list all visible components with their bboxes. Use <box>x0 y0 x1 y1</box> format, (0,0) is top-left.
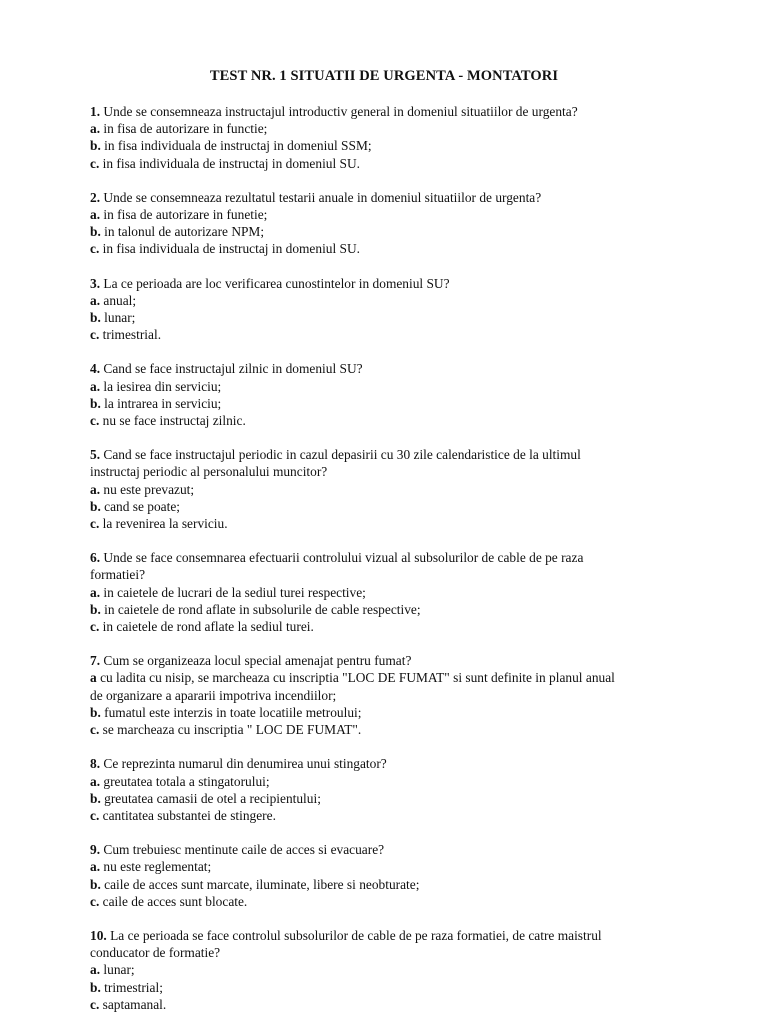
answer-option <box>90 858 690 875</box>
question-block <box>90 755 690 824</box>
option-text: cantitatea substantei de stingere. <box>102 807 276 823</box>
question-number: 3. <box>90 275 101 291</box>
question-text: Ce reprezinta numarul din denumirea unui stingator? <box>103 756 387 772</box>
option-text: cu ladita cu nisip, se marcheaza cu inscriptia "LOC DE FUMAT" si sunt definite in planul anual <box>100 670 615 686</box>
option-letter: b. <box>90 310 101 326</box>
option-letter: a <box>90 670 97 686</box>
answer-options <box>90 206 690 258</box>
option-text: lunar; <box>104 310 136 326</box>
option-text: la iesirea din serviciu; <box>103 378 222 394</box>
question-number: 1. <box>90 104 101 119</box>
answer-options <box>90 481 690 533</box>
option-text: trimestrial. <box>102 327 162 343</box>
option-letter: a. <box>90 584 101 600</box>
answer-option <box>90 773 690 790</box>
option-text: nu este reglementat; <box>103 859 212 875</box>
option-letter: c. <box>90 893 100 909</box>
option-letter: a. <box>90 481 101 497</box>
option-letter: b. <box>90 979 101 995</box>
question-text-line <box>90 275 690 292</box>
option-letter: a. <box>90 859 101 875</box>
answer-option <box>90 223 690 240</box>
option-text: in fisa individuala de instructaj in domeniul SU. <box>102 241 361 257</box>
question-text-continuation: conducator de formatie? <box>90 945 221 961</box>
option-letter: b. <box>90 498 101 514</box>
option-text: se marcheaza cu inscriptia " LOC DE FUMAT". <box>102 722 362 738</box>
option-text: caile de acces sunt marcate, iluminate, libere si neobturate; <box>104 876 420 892</box>
option-letter: c. <box>90 996 100 1012</box>
answer-option <box>90 137 690 154</box>
answer-option <box>90 961 690 978</box>
option-text: in fisa de autorizare in functie; <box>103 121 268 137</box>
question-block <box>90 275 690 344</box>
answer-option <box>90 481 690 498</box>
option-letter: b. <box>90 138 101 154</box>
option-text: fumatul este interzis in toate locatiile metroului; <box>104 704 362 720</box>
question-text: Cum trebuiesc mentinute caile de acces si evacuare? <box>103 842 385 858</box>
option-letter: c. <box>90 327 100 343</box>
option-text: nu se face instructaj zilnic. <box>102 413 246 429</box>
answer-option <box>90 309 690 326</box>
question-number: 2. <box>90 189 101 205</box>
option-letter: c. <box>90 619 100 635</box>
question-number: 8. <box>90 756 101 772</box>
answer-options <box>90 669 690 738</box>
document-title: TEST NR. 1 SITUATII DE URGENTA - MONTATORI <box>209 68 559 84</box>
question-number: 4. <box>90 361 101 377</box>
question-text: Unde se consemneaza instructajul introductiv general in domeniul situatiilor de urgenta? <box>103 104 578 119</box>
question-number: 5. <box>90 447 101 463</box>
answer-option <box>90 515 690 532</box>
question-text: Unde se face consemnarea efectuarii controlului vizual al subsolurilor de cable de pe raza <box>103 550 584 566</box>
question-text-continuation: instructaj periodic al personalului muncitor? <box>90 464 328 480</box>
option-text: caile de acces sunt blocate. <box>102 893 248 909</box>
answer-option <box>90 206 690 223</box>
answer-option <box>90 721 690 738</box>
answer-option <box>90 120 690 137</box>
answer-option <box>90 893 690 910</box>
option-text: lunar; <box>103 962 135 978</box>
option-letter: c. <box>90 155 100 171</box>
question-text: Cand se face instructajul zilnic in domeniul SU? <box>103 361 363 377</box>
question-text-line <box>90 360 690 377</box>
option-text: saptamanal. <box>102 996 167 1012</box>
option-letter: b. <box>90 601 101 617</box>
option-letter: c. <box>90 516 100 532</box>
question-block <box>90 360 690 429</box>
answer-option <box>90 395 690 412</box>
answer-option <box>90 618 690 635</box>
option-text: greutatea totala a stingatorului; <box>103 773 270 789</box>
question-block <box>90 927 690 1013</box>
question-number: 10. <box>90 927 107 943</box>
option-text: anual; <box>103 292 137 308</box>
option-letter: c. <box>90 807 100 823</box>
answer-option <box>90 498 690 515</box>
option-text: in caietele de rond aflate la sediul turei. <box>102 619 314 635</box>
answer-option <box>90 326 690 343</box>
option-text: in talonul de autorizare NPM; <box>104 224 265 240</box>
answer-option <box>90 240 690 257</box>
question-text: Unde se consemneaza rezultatul testarii anuale in domeniul situatiilor de urgenta? <box>103 189 542 205</box>
question-text: Cum se organizeaza locul special amenajat pentru fumat? <box>103 653 412 669</box>
answer-option <box>90 790 690 807</box>
option-letter: c. <box>90 413 100 429</box>
question-block <box>90 189 690 258</box>
option-letter: c. <box>90 241 100 257</box>
answer-options <box>90 773 690 825</box>
answer-options <box>90 584 690 636</box>
question-text-line <box>90 927 690 944</box>
option-letter: a. <box>90 962 101 978</box>
question-text-continuation: formatiei? <box>90 567 146 583</box>
answer-option <box>90 292 690 309</box>
question-text: Cand se face instructajul periodic in cazul depasirii cu 30 zile calendaristice de la ultimul <box>103 447 581 463</box>
answer-options <box>90 378 690 430</box>
option-letter: b. <box>90 395 101 411</box>
question-block <box>90 549 690 635</box>
option-letter: a. <box>90 773 101 789</box>
option-letter: a. <box>90 378 101 394</box>
answer-options <box>90 120 690 172</box>
option-text-continuation: de organizare a apararii impotriva incendiilor; <box>90 687 337 703</box>
question-text-line <box>90 549 690 566</box>
question-block <box>90 652 690 738</box>
option-text: trimestrial; <box>104 979 163 995</box>
question-list <box>90 103 690 1030</box>
option-letter: b. <box>90 704 101 720</box>
option-text: in caietele de lucrari de la sediul turei respective; <box>103 584 366 600</box>
question-text-line <box>90 446 690 463</box>
answer-option <box>90 876 690 893</box>
answer-option <box>90 412 690 429</box>
option-text: in fisa de autorizare in funetie; <box>103 207 268 223</box>
option-letter: a. <box>90 207 101 223</box>
answer-options <box>90 858 690 910</box>
answer-options <box>90 961 690 1013</box>
answer-option <box>90 669 690 686</box>
question-text: La ce perioada are loc verificarea cunostintelor in domeniul SU? <box>103 275 450 291</box>
option-text: la intrarea in serviciu; <box>104 395 222 411</box>
option-letter: a. <box>90 292 101 308</box>
option-letter: c. <box>90 722 100 738</box>
answer-option <box>90 979 690 996</box>
option-text: cand se poate; <box>104 498 181 514</box>
answer-option <box>90 996 690 1013</box>
answer-option <box>90 584 690 601</box>
option-letter: b. <box>90 876 101 892</box>
question-text-line <box>90 189 690 206</box>
option-text: la revenirea la serviciu. <box>102 516 228 532</box>
question-number: 9. <box>90 842 101 858</box>
option-letter: a. <box>90 121 101 137</box>
question-number: 7. <box>90 653 101 669</box>
option-text: in fisa individuala de instructaj in domeniul SSM; <box>104 138 372 154</box>
question-text-line <box>90 103 690 120</box>
option-text: greutatea camasii de otel a recipientului; <box>104 790 321 806</box>
answer-option <box>90 601 690 618</box>
question-text-line <box>90 652 690 669</box>
option-letter: b. <box>90 790 101 806</box>
answer-option <box>90 155 690 172</box>
question-number: 6. <box>90 550 101 566</box>
option-text: nu este prevazut; <box>103 481 195 497</box>
answer-option <box>90 378 690 395</box>
question-text-line <box>90 755 690 772</box>
question-text-line <box>90 841 690 858</box>
answer-options <box>90 292 690 344</box>
option-text: in caietele de rond aflate in subsolurile de cable respective; <box>104 601 421 617</box>
question-block <box>90 446 690 532</box>
option-letter: b. <box>90 224 101 240</box>
answer-option <box>90 704 690 721</box>
answer-option <box>90 807 690 824</box>
question-block <box>90 103 690 172</box>
question-block <box>90 841 690 910</box>
question-text: La ce perioada se face controlul subsolurilor de cable de pe raza formatiei, de catre maistrul <box>110 927 602 943</box>
option-text: in fisa individuala de instructaj in domeniul SU. <box>102 155 361 171</box>
